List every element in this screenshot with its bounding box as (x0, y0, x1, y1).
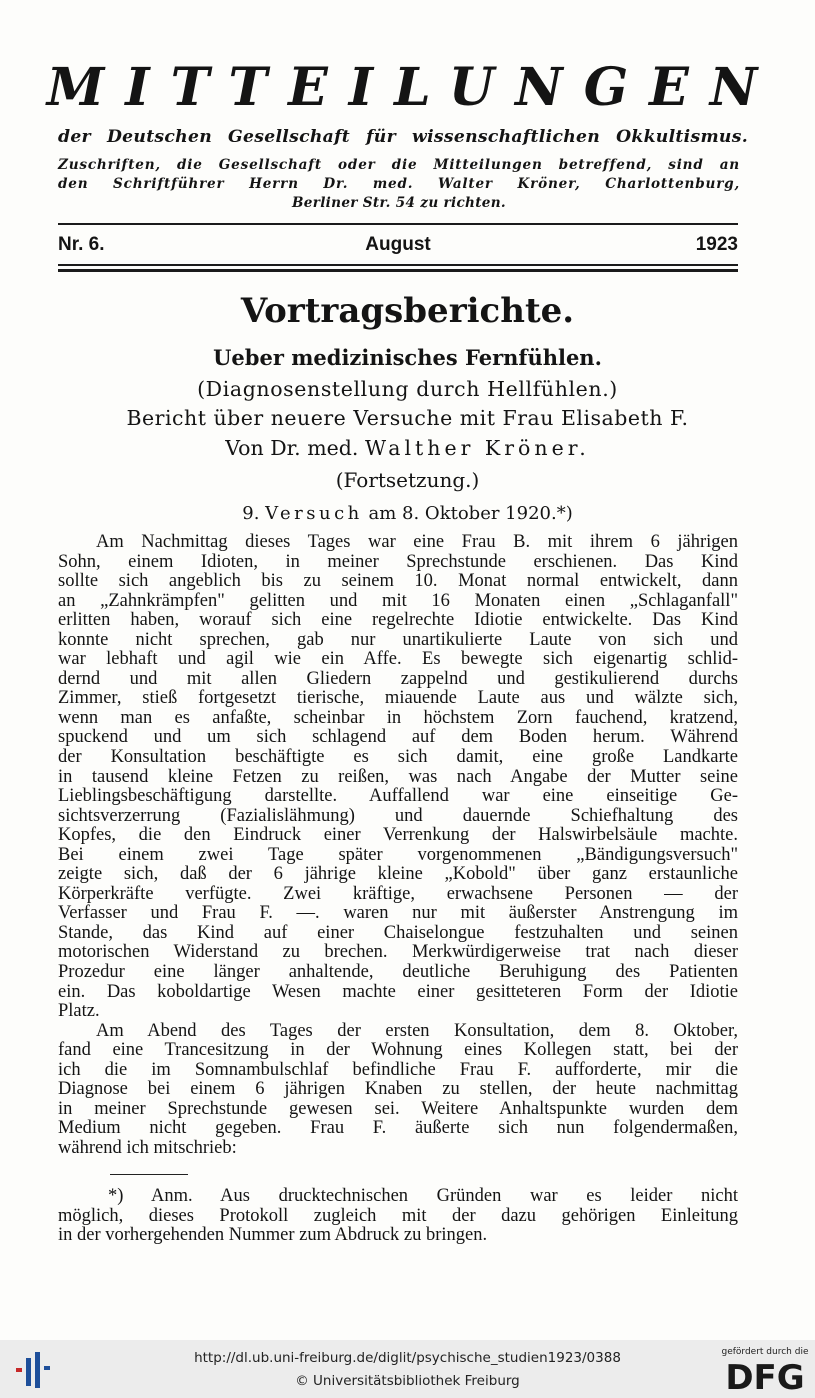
body-line: ein. Das koboldartige Wesen machte einer gesitteteren Form der Idiotie (58, 982, 738, 1002)
header-rule-bottom-1 (58, 264, 738, 266)
footnote-line: möglich, dieses Protokoll zugleich mit der dazu gehörigen Einleitung (58, 1206, 738, 1226)
body-line: Sohn, einem Idioten, in meiner Sprechstunde erschienen. Das Kind (58, 552, 738, 572)
body-line: Medium nicht gegeben. Frau F. äußerte sich nun folgendermaßen, (58, 1119, 738, 1139)
society-subtitle: der Deutschen Gesellschaft für wissenschaftlichen Okkultismus. (58, 127, 748, 147)
body-line: Stande, das Kind auf einer Chaiselongue festzuhalten und seinen (58, 923, 738, 943)
body-line: in meiner Sprechstunde gewesen sei. Weitere Anhaltspunkte wurden dem (58, 1099, 738, 1119)
masthead-title: MITTEILUNGEN (46, 57, 779, 118)
address-line-3: Berliner Str. 54 zu richten. (292, 195, 506, 211)
article-subtitle: (Diagnosenstellung durch Hellfühlen.) (197, 377, 618, 401)
author-prefix: Von Dr. med. (225, 436, 359, 460)
body-line: konnte nicht sprechen, gab nur unartikulierte Laute von sich und (58, 630, 738, 650)
footnote-rule (110, 1174, 188, 1175)
experiment-date: am 8. Oktober 1920.*) (368, 503, 573, 524)
body-line: fand eine Trancesitzung in der Wohnung eines Kollegen statt, bei der (58, 1041, 738, 1061)
body-line: Lieblingsbeschäftigung darstellte. Auffallend war eine einseitige Ge- (58, 787, 738, 807)
footnote-line: *) Anm. Aus drucktechnischen Gründen war es leider nicht (108, 1187, 738, 1206)
article-title: Ueber medizinisches Fernfühlen. (213, 345, 602, 370)
issue-row (58, 234, 738, 260)
body-line: Platz. (58, 1002, 100, 1022)
header-rule-top (58, 223, 738, 225)
section-title: Vortragsberichte. (240, 291, 575, 331)
footnote (58, 1187, 738, 1246)
body-line: Am Abend des Tages der ersten Konsultation, dem 8. Oktober, (96, 1021, 738, 1041)
issue-year: 1923 (695, 234, 738, 255)
body-line: sichtsverzerrung (Fazialislähmung) und dauernde Schiefhaltung des (58, 806, 738, 826)
copyright-text: © Universitätsbibliothek Freiburg (295, 1373, 520, 1389)
body-line: Zimmer, stieß fortgesetzt tierische, miauende Laute aus und wälzte sich, (58, 689, 738, 709)
body-line: sollte sich angeblich bis zu seinem 10. Monat normal entwickelt, dann (58, 572, 738, 592)
body-line: zeigte sich, daß der 6 jährige kleine „Kobold" über ganz erstaunliche (58, 865, 738, 885)
author-name: Walther Kröner. (364, 436, 590, 460)
body-line: Bei einem zwei Tage später vorgenommenen „Bändigungsversuch" (58, 845, 738, 865)
body-line: Diagnose bei einem 6 jährigen Knaben zu stellen, der heute nachmittag (58, 1080, 738, 1100)
body-line: in tausend kleine Fetzen zu reißen, was nach Angabe der Mutter seine (58, 767, 738, 787)
body-line: Am Nachmittag dieses Tages war eine Frau B. mit ihrem 6 jährigen (96, 533, 738, 552)
body-line: der Konsultation beschäftigte es sich damit, eine große Landkarte (58, 748, 738, 768)
issue-month: August (365, 234, 431, 255)
body-line: spuckend und um sich schlagend auf dem Boden herum. Während (58, 728, 738, 748)
body-line: erlitten haben, worauf sich eine regelrechte Idiotie entwickelte. Das Kind (58, 611, 738, 631)
digital-library-footer (0, 1340, 815, 1398)
issue-number: Nr. 6. (58, 234, 105, 255)
source-url-link[interactable]: http://dl.ub.uni-freiburg.de/diglit/psychische_studien1923/0388 (194, 1350, 621, 1366)
dfg-logo-icon (722, 1358, 808, 1392)
body-line: ich die im Somnambulschlaf befindliche Frau F. aufforderte, mir die (58, 1060, 738, 1080)
address-line-1: Zuschriften, die Gesellschaft oder die Mitteilungen betreffend, sind an (58, 157, 740, 173)
body-line: wenn man es anfaßte, scheinbar in höchstem Zorn fauchend, kratzend, (58, 708, 738, 728)
body-line: dernd und mit allen Gliedern zappelnd und gestikulierend durchs (58, 669, 738, 689)
body-line: Körperkräfte verfügte. Zwei kräftige, erwachsene Personen — der (58, 884, 738, 904)
experiment-heading (0, 503, 815, 524)
footnote-line: in der vorhergehenden Nummer zum Abdruck zu bringen. (58, 1226, 488, 1246)
continuation-note: (Fortsetzung.) (335, 468, 480, 492)
body-line: war lebhaft und agil wie ein Affe. Es bewegte sich eigenartig schlid- (58, 650, 738, 670)
article-body (58, 533, 738, 1159)
report-line: Bericht über neuere Versuche mit Frau Elisabeth F. (126, 406, 689, 430)
body-line: Kopfes, die den Eindruck einer Verrenkung der Halswirbelsäule machte. (58, 826, 738, 846)
body-line: Verfasser und Frau F. —. waren nur mit äußerster Anstrengung im (58, 904, 738, 924)
body-line: an „Zahnkrämpfen" gelitten und mit 16 Monaten einen „Schlaganfall" (58, 591, 738, 611)
address-line-2: den Schriftführer Herrn Dr. med. Walter Kröner, Charlottenburg, (58, 176, 740, 192)
experiment-number: 9. (242, 503, 260, 524)
body-line: während ich mitschrieb: (58, 1138, 237, 1158)
body-line: Prozedur eine länger anhaltende, deutliche Beruhigung des Patienten (58, 963, 738, 983)
experiment-word: Versuch (265, 503, 363, 524)
dfg-note: gefördert durch die (721, 1347, 809, 1357)
dfg-logo-text: DFG (725, 1358, 805, 1392)
header-rule-bottom-2 (58, 269, 738, 272)
body-line: motorischen Widerstand zu brechen. Merkwürdigerweise trat nach dieser (58, 943, 738, 963)
author-line (0, 436, 815, 460)
